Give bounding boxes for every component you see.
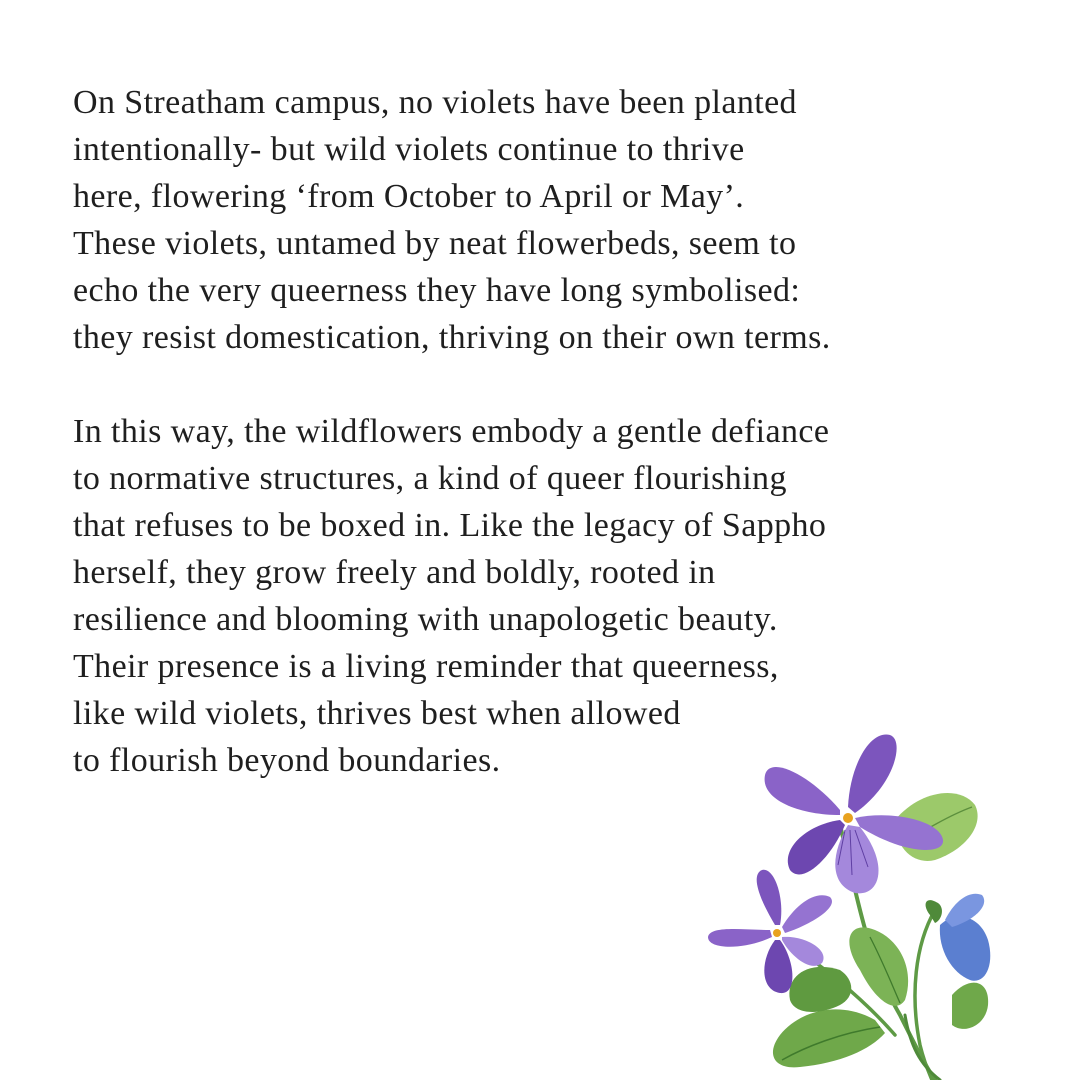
- petal: [757, 870, 782, 925]
- petal: [945, 894, 984, 927]
- text-line: In this way, the wildflowers embody a gentle defiance: [73, 413, 830, 450]
- petal: [765, 767, 840, 815]
- flower-center: [843, 813, 853, 823]
- petal: [782, 895, 832, 933]
- petal: [940, 917, 990, 981]
- text-line: These violets, untamed by neat flowerbeds, seem to: [73, 225, 797, 262]
- leaf: [849, 927, 908, 1005]
- paragraph-1: [73, 79, 1063, 361]
- text-line: to normative structures, a kind of queer flourishing: [73, 460, 787, 497]
- text-line: like wild violets, thrives best when allowed: [73, 695, 681, 732]
- sepal: [926, 900, 942, 923]
- text-line: intentionally- but wild violets continue to thrive: [73, 131, 745, 168]
- text-line: resilience and blooming with unapologetic beauty.: [73, 601, 778, 638]
- body-text: [73, 79, 1063, 784]
- violet-bud: [926, 894, 991, 981]
- text-line: that refuses to be boxed in. Like the legacy of Sappho: [73, 507, 827, 544]
- text-line: here, flowering ‘from October to April or May’.: [73, 178, 745, 215]
- text-line: to flourish beyond boundaries.: [73, 742, 501, 779]
- leaf: [952, 983, 988, 1029]
- violet-flower-illustration: [690, 715, 1020, 1080]
- flower-center: [773, 929, 781, 937]
- text-line: echo the very queerness they have long symbolised:: [73, 272, 801, 309]
- text-line: they resist domestication, thriving on their own terms.: [73, 319, 831, 356]
- petal: [848, 735, 897, 813]
- text-line: Their presence is a living reminder that queerness,: [73, 648, 779, 685]
- text-line: On Streatham campus, no violets have been planted: [73, 84, 797, 121]
- leaf: [789, 967, 851, 1012]
- text-line: herself, they grow freely and boldly, rooted in: [73, 554, 716, 591]
- petal: [708, 929, 772, 947]
- stem: [905, 1015, 940, 1080]
